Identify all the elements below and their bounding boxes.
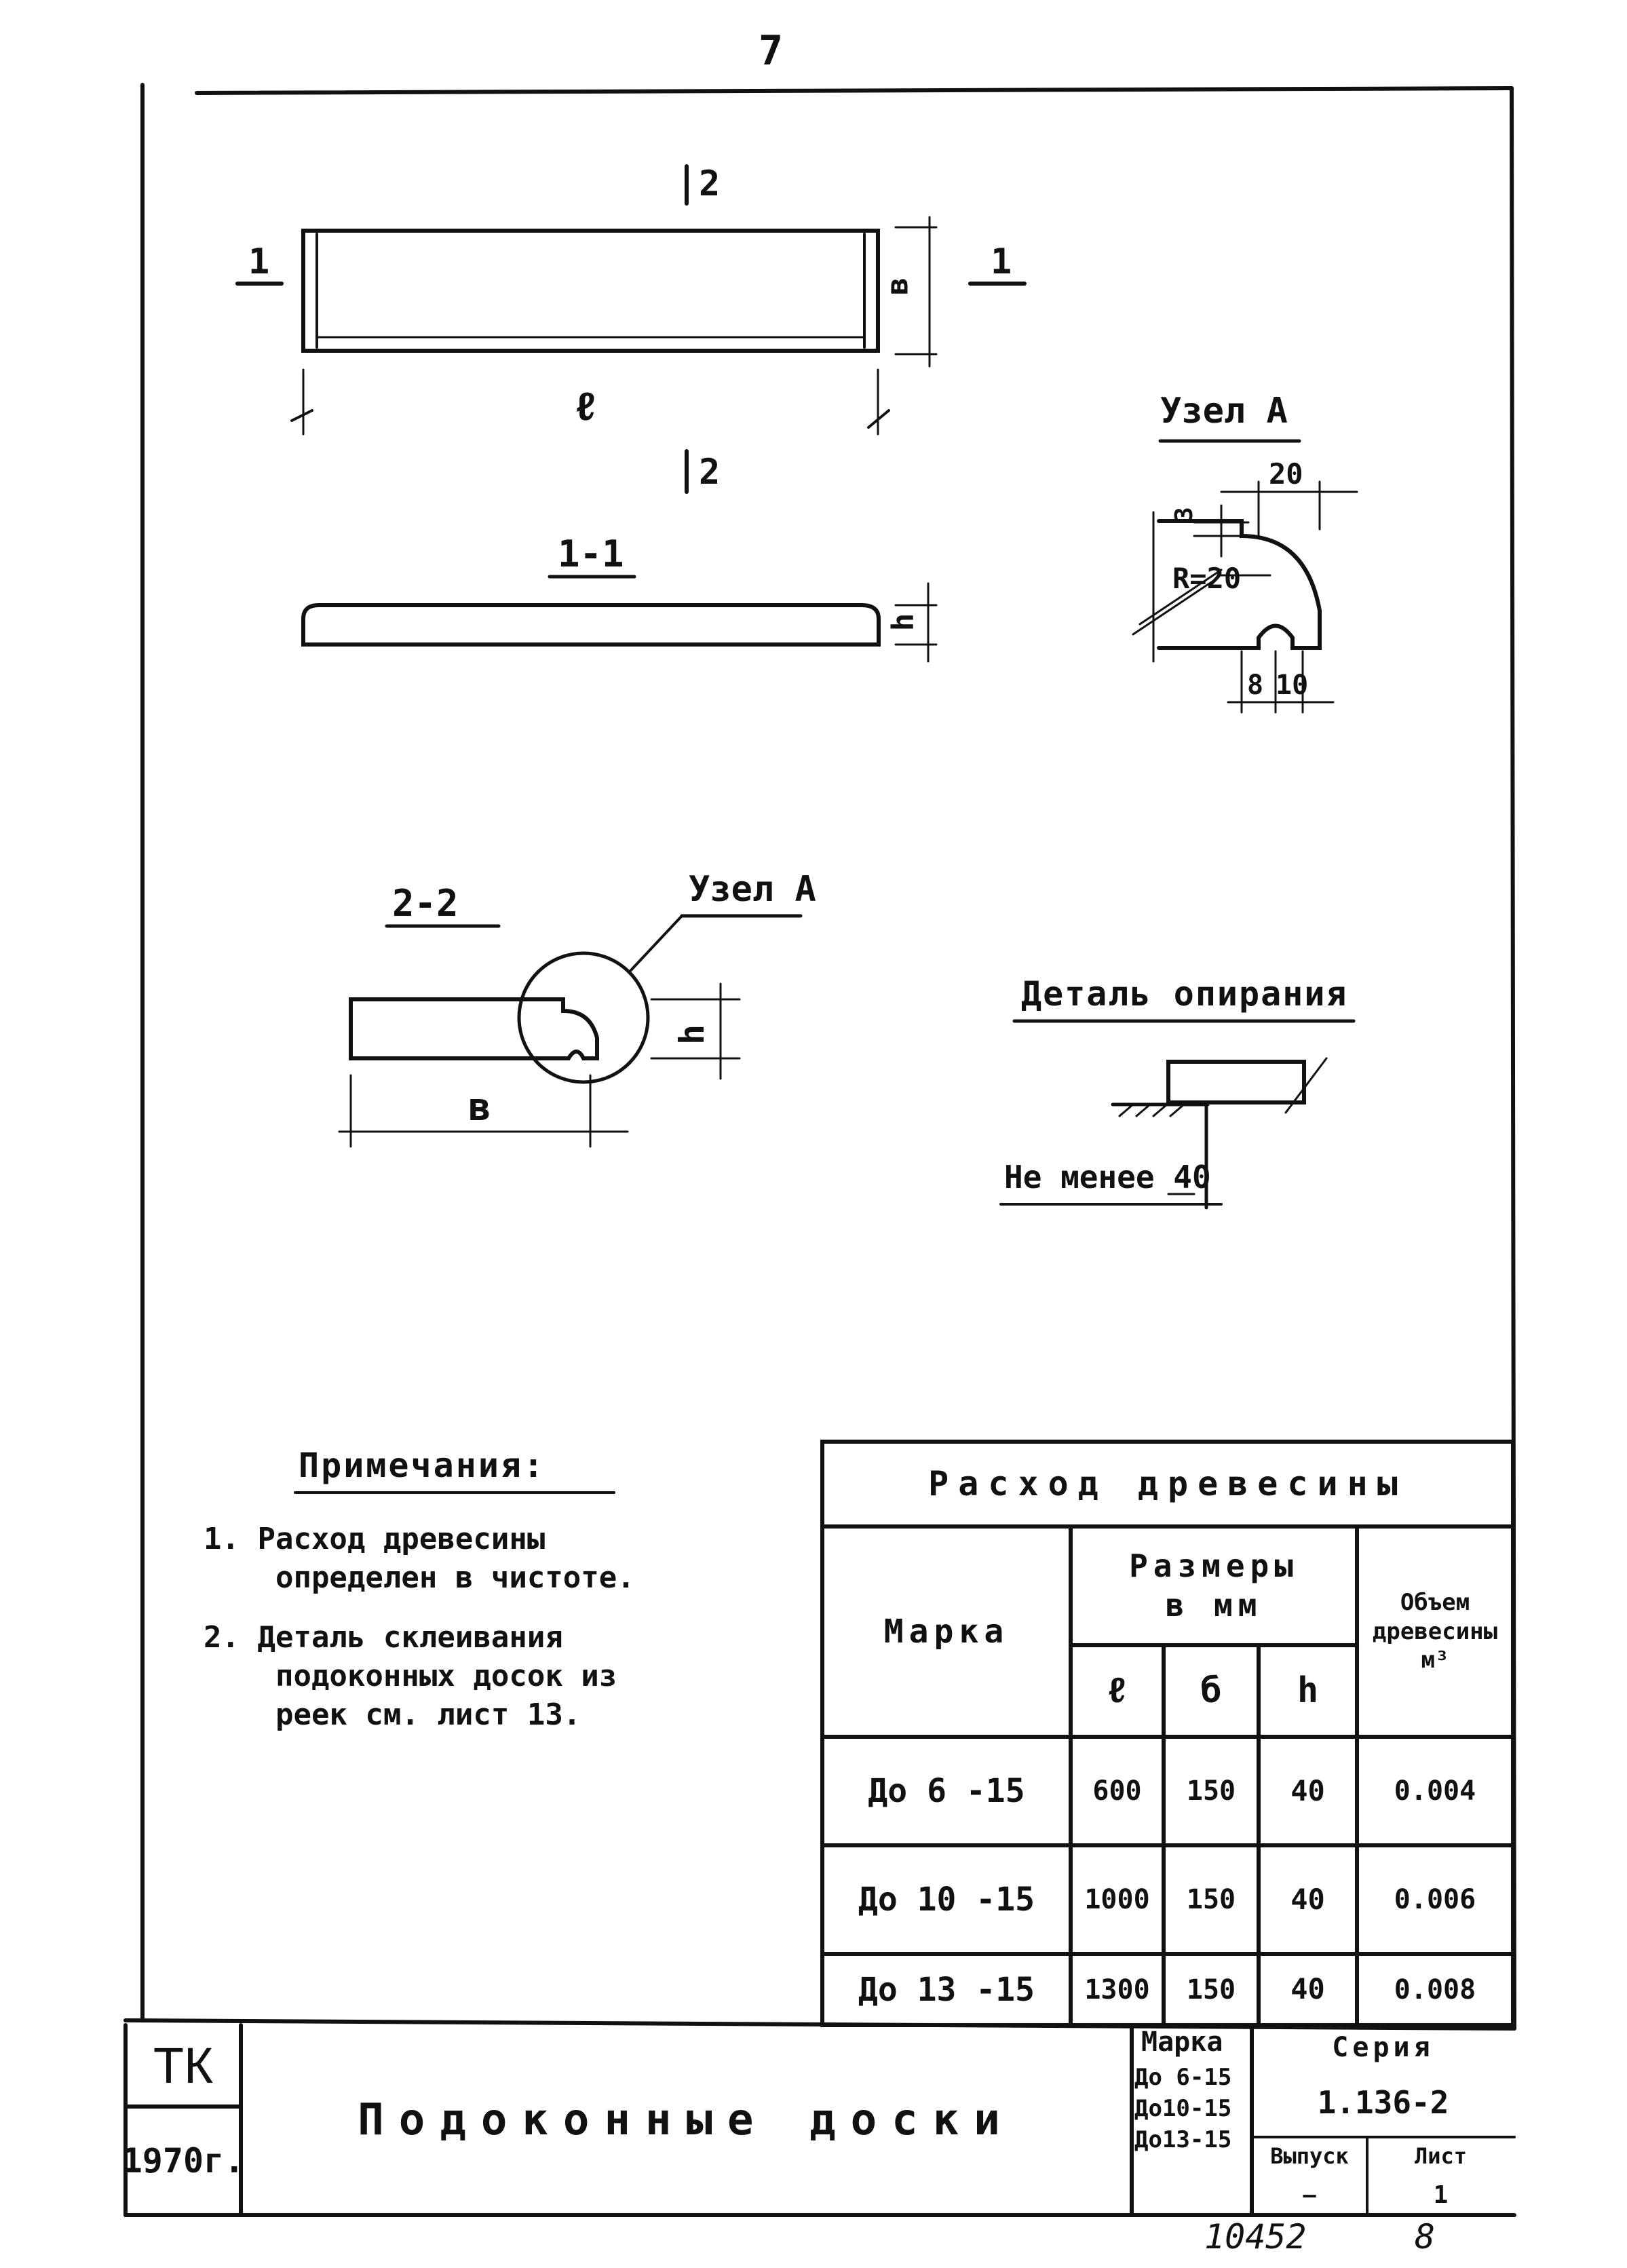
corner-mark: 8 <box>1415 2217 1436 2256</box>
table-row-2-b: 150 <box>1186 1884 1236 1915</box>
section-2-2-height-label: h <box>672 1024 712 1045</box>
title-block-series-value: 1.136-2 <box>1317 2084 1449 2121</box>
node-a-dim-bottom-2: 10 <box>1276 670 1309 701</box>
table-row-1-mark: До 6 -15 <box>868 1772 1025 1810</box>
section-2-2-callout: Узел А <box>689 869 816 910</box>
table-row-3-mark: До 13 -15 <box>858 1970 1035 2009</box>
table-row-3-vol: 0.008 <box>1394 1974 1476 2005</box>
section-2-2-width-label: в <box>468 1085 491 1130</box>
title-block-mark-label: Марка <box>1141 2026 1223 2058</box>
section-mark-left: 1 <box>248 242 270 282</box>
table-col-l: ℓ <box>1106 1670 1128 1711</box>
table-row-2-vol: 0.006 <box>1394 1884 1476 1915</box>
support-detail-title: Деталь опирания <box>1021 974 1348 1014</box>
note-item-2: 2. Деталь склеивания подоконных досок из реек см. лист 13. <box>204 1620 617 1733</box>
node-a-dim-top: 20 <box>1269 457 1303 491</box>
table-row-3-l: 1300 <box>1084 1974 1150 2005</box>
title-block-org: ТК <box>153 2037 214 2094</box>
inventory-number: 10452 <box>1204 2217 1307 2256</box>
table-row-3-b: 150 <box>1186 1974 1236 2005</box>
node-a-radius: R=20 <box>1172 562 1242 595</box>
table-row-2-h: 40 <box>1290 1882 1325 1916</box>
title-block-issue-value: — <box>1303 2182 1316 2208</box>
node-a-dim-small: 3 <box>1170 507 1198 522</box>
table-col-b: б <box>1200 1670 1222 1711</box>
title-block-marks: До 6-15 До10-15 До13-15 <box>1134 2064 1232 2153</box>
node-a-title: Узел А <box>1160 391 1288 431</box>
table-col-h: h <box>1297 1670 1319 1711</box>
table-row-1-h: 40 <box>1290 1773 1325 1807</box>
section-mark-bottom: 2 <box>699 452 721 493</box>
plan-width-label: в <box>880 277 915 296</box>
section-1-1-height-label: h <box>885 613 921 632</box>
table-header-volume: Объем древесины м³ <box>1372 1589 1498 1674</box>
table-header-mark: Марка <box>883 1613 1010 1651</box>
table-row-1-b: 150 <box>1186 1775 1236 1807</box>
section-1-1-title: 1-1 <box>558 533 624 575</box>
title-block-series-label: Серия <box>1332 2031 1434 2063</box>
section-mark-top: 2 <box>699 164 721 204</box>
plan-length-label: ℓ <box>574 383 598 429</box>
node-a-dim-bottom-1: 8 <box>1247 670 1264 701</box>
title-block-sheet-value: 1 <box>1433 2180 1449 2209</box>
table-row-2-mark: До 10 -15 <box>858 1881 1035 1919</box>
title-block-title: Подоконные доски <box>358 2095 1015 2145</box>
title-block-issue-label: Выпуск <box>1270 2142 1349 2169</box>
table-row-2-l: 1000 <box>1084 1884 1150 1915</box>
title-block-sheet-label: Лист <box>1414 2142 1468 2169</box>
page-number: 7 <box>759 27 784 75</box>
support-detail-note: Не менее 40 <box>1004 1159 1211 1195</box>
title-block-year: 1970г. <box>121 2140 245 2180</box>
table-title: Расход древесины <box>928 1464 1407 1504</box>
note-item-1: 1. Расход древесины определен в чистоте. <box>204 1522 635 1596</box>
table-row-1-vol: 0.004 <box>1394 1775 1476 1807</box>
table-row-1-l: 600 <box>1092 1775 1142 1807</box>
table-row-3-h: 40 <box>1290 1972 1325 2006</box>
notes-title: Примечания: <box>299 1446 546 1485</box>
section-mark-right: 1 <box>991 242 1012 282</box>
section-2-2-title: 2-2 <box>392 882 459 925</box>
table-header-dims: Размеры в мм <box>1129 1548 1299 1623</box>
